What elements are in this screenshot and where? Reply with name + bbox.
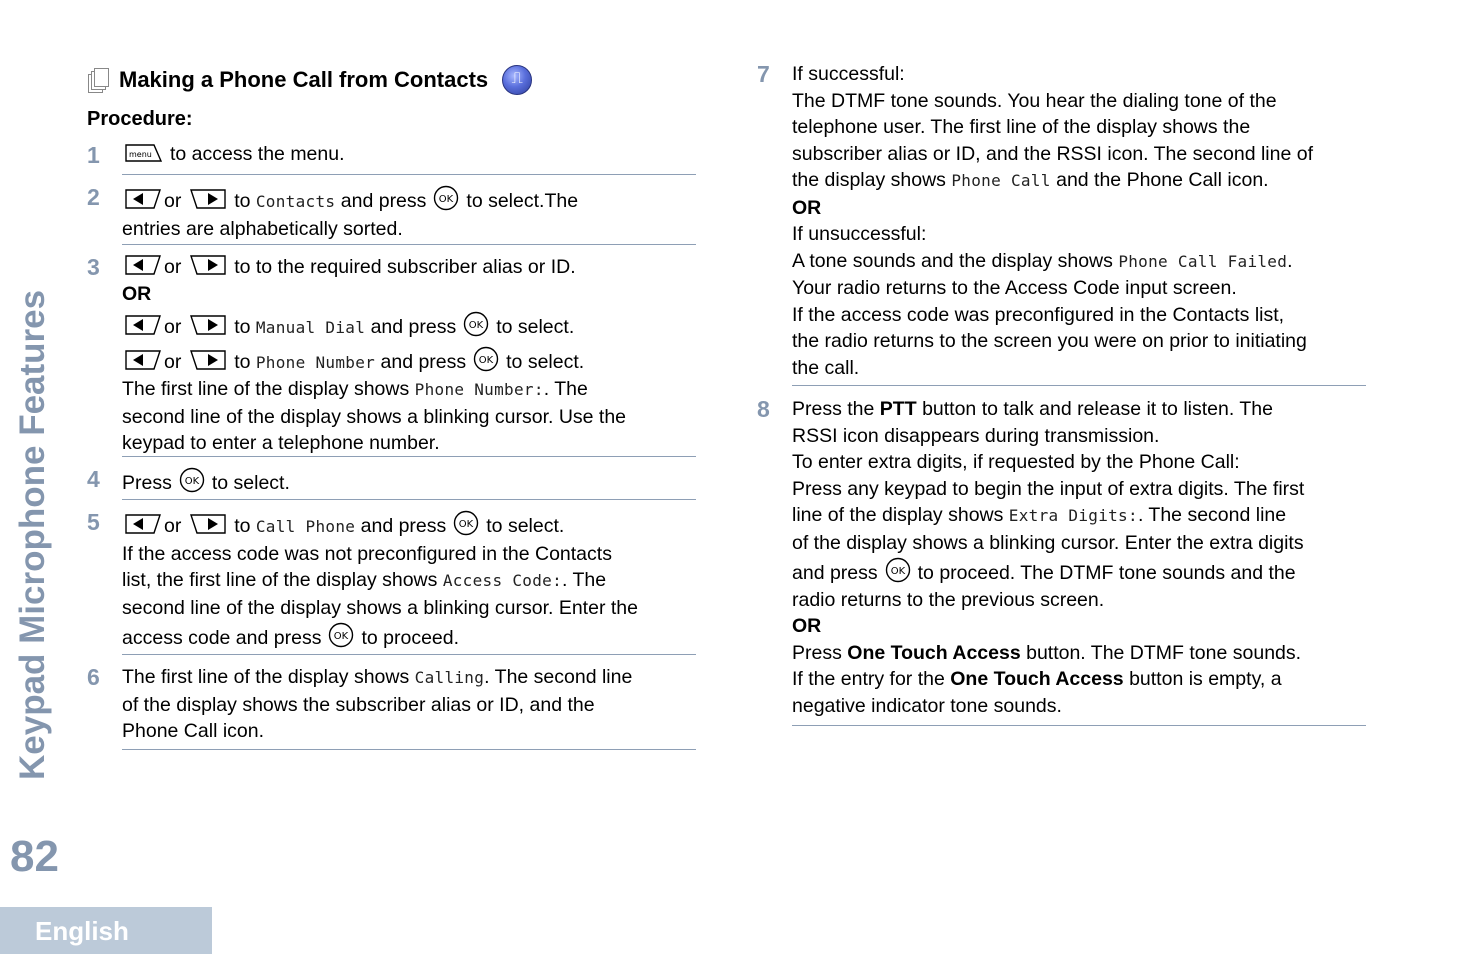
svg-text:OK: OK [184, 476, 200, 487]
to-word: to [234, 350, 251, 373]
ok-key-icon [472, 345, 500, 373]
step-text: If successful: [792, 63, 905, 85]
step-text: subscriber alias or ID, and the RSSI icon. The second line of [792, 142, 1313, 165]
step-text: button is empty, a [1129, 668, 1282, 690]
ptt-button-name: PTT [879, 398, 917, 420]
menu-item-name: Contacts [255, 192, 336, 211]
step-text: to proceed. The DTMF tone sounds and the [917, 562, 1296, 584]
or-separator: OR [792, 196, 822, 219]
step-text: negative indicator tone sounds. [792, 694, 1062, 717]
step-text: and press [792, 562, 878, 584]
step-text: To enter extra digits, if requested by the Phone Call: [792, 451, 1240, 473]
svg-text:OK: OK [334, 631, 349, 642]
svg-text:menu: menu [129, 150, 152, 159]
press-word: Press [122, 472, 172, 494]
step-text: If unsuccessful: [792, 223, 927, 245]
side-section-title: Keypad Microphone Features [13, 289, 52, 780]
step-text: the radio returns to the screen you were on prior to initiating [792, 330, 1307, 352]
and-press-word: and press [360, 515, 447, 537]
display-text: Phone Call [951, 171, 1051, 190]
and-press-word: and press [340, 190, 427, 212]
and-press-word: and press [380, 350, 467, 373]
left-arrow-key-icon [124, 254, 162, 276]
to-word: to [234, 515, 251, 537]
step-text: list, the first line of the display shows [122, 569, 438, 591]
language-label: English [35, 916, 129, 946]
step-divider [792, 725, 1366, 726]
section-heading [87, 63, 532, 97]
or-word: or [164, 515, 182, 537]
step-text: telephone user. The first line of the display shows the [792, 116, 1251, 138]
step-divider [122, 244, 696, 245]
step-text: the call. [792, 356, 860, 379]
step-text: If the access code was not preconfigured in the Contacts [122, 542, 612, 565]
left-arrow-key-icon [124, 314, 162, 336]
page-title: Making a Phone Call from Contacts [119, 66, 489, 92]
step-text: second line of the display shows a blinking cursor. Enter the [122, 596, 638, 619]
step-text: Press the [792, 398, 875, 420]
svg-text:OK: OK [439, 194, 454, 205]
step-text: line of the display shows [792, 504, 1004, 526]
step-text: of the display shows the subscriber alias or ID, and the [122, 693, 595, 716]
svg-text:OK: OK [468, 320, 484, 331]
step-text: to access the menu. [170, 143, 345, 165]
step-text: . The second line [484, 666, 633, 688]
step-3 [122, 254, 697, 457]
right-arrow-key-icon [189, 513, 227, 535]
to-word: to [234, 316, 251, 338]
step-text: to select. [506, 350, 585, 373]
display-text: Phone Number: [414, 380, 544, 399]
right-arrow-key-icon [189, 349, 227, 371]
step-number: 7 [757, 61, 770, 87]
menu-item-name: Phone Number [255, 352, 376, 372]
or-word: or [164, 190, 182, 212]
step-divider [122, 174, 696, 175]
step-divider [122, 749, 696, 750]
step-text: to the required subscriber alias or ID. [255, 256, 576, 278]
svg-text:OK: OK [890, 566, 905, 577]
step-text: Your radio returns to the Access Code input screen. [792, 277, 1237, 299]
left-arrow-key-icon [124, 513, 162, 535]
step-8 [792, 396, 1372, 719]
one-touch-access-name: One Touch Access [847, 641, 1021, 664]
or-word: or [164, 316, 182, 338]
step-number: 1 [87, 142, 100, 168]
step-text: A tone sounds and the display shows [792, 249, 1113, 272]
step-number: 2 [87, 184, 100, 210]
step-text: . The second line [1137, 504, 1287, 526]
display-text: Access Code: [442, 571, 563, 590]
or-word: or [164, 350, 182, 373]
phone-feature-icon [502, 65, 532, 95]
to-word: to [234, 190, 251, 212]
menu-item-name: Manual Dial [255, 318, 366, 337]
or-word: or [164, 256, 182, 278]
note-icon [87, 68, 109, 92]
step-divider [122, 499, 696, 500]
procedure-label: Procedure: [87, 108, 193, 130]
ok-key-icon [432, 184, 460, 212]
left-arrow-key-icon [124, 188, 162, 210]
one-touch-access-name: One Touch Access [950, 668, 1124, 690]
step-text: radio returns to the previous screen. [792, 588, 1105, 611]
step-text: the display shows [792, 169, 946, 191]
step-text: keypad to enter a telephone number. [122, 432, 440, 454]
step-number: 6 [87, 664, 100, 690]
right-arrow-key-icon [189, 188, 227, 210]
step-text: If the entry for the [792, 668, 945, 690]
step-text: to proceed. [361, 627, 460, 649]
page-number: 82 [10, 832, 59, 881]
to-word: to [234, 256, 251, 278]
display-text: Calling [414, 668, 485, 687]
step-2 [122, 184, 697, 242]
step-text: . The [543, 378, 588, 400]
step-text: entries are alphabetically sorted. [122, 217, 403, 240]
step-text: Press [792, 641, 842, 664]
step-text: to select. [486, 515, 565, 537]
step-text: . The [562, 569, 607, 591]
left-arrow-key-icon [124, 349, 162, 371]
step-text: to select. [211, 472, 290, 494]
step-6 [122, 664, 697, 745]
step-text: of the display shows a blinking cursor. Enter the extra digits [792, 531, 1304, 554]
svg-text:OK: OK [478, 354, 494, 366]
or-separator: OR [792, 615, 822, 637]
and-press-word: and press [370, 316, 457, 338]
step-text: second line of the display shows a blinking cursor. Use the [122, 405, 627, 428]
language-tab [0, 907, 212, 954]
step-text: Phone Call icon. [122, 720, 265, 742]
ok-key-icon [884, 556, 912, 584]
step-divider [122, 654, 696, 655]
menu-key-icon [124, 142, 162, 164]
step-divider [792, 385, 1366, 386]
step-text: The DTMF tone sounds. You hear the dialing tone of the [792, 89, 1277, 112]
step-text: button. The DTMF tone sounds. [1026, 641, 1302, 664]
menu-item-name: Call Phone [255, 517, 356, 536]
svg-text:OK: OK [459, 519, 474, 530]
step-text: The first line of the display shows [122, 378, 410, 400]
step-text: Press any keypad to begin the input of extra digits. The first [792, 477, 1305, 500]
right-arrow-key-icon [189, 314, 227, 336]
step-text: access code and press [122, 627, 322, 649]
ok-key-icon [178, 466, 206, 494]
display-text: Extra Digits: [1008, 506, 1138, 525]
step-4 [122, 466, 697, 497]
step-number: 8 [757, 396, 770, 422]
ok-key-icon [327, 621, 355, 649]
or-separator: OR [122, 282, 152, 305]
ok-key-icon [452, 509, 480, 537]
right-arrow-key-icon [189, 254, 227, 276]
step-number: 3 [87, 254, 100, 280]
step-text: The first line of the display shows [122, 666, 410, 688]
step-text: RSSI icon disappears during transmission. [792, 424, 1160, 447]
step-5 [122, 509, 697, 652]
step-text: and the Phone Call icon. [1056, 169, 1269, 191]
step-text: . [1287, 249, 1293, 272]
ok-key-icon [462, 310, 490, 338]
step-number: 5 [87, 509, 100, 535]
display-text: Phone Call Failed [1118, 251, 1288, 271]
step-text: to select.The [466, 190, 579, 212]
step-number: 4 [87, 466, 100, 492]
step-text: If the access code was preconfigured in the Contacts list, [792, 303, 1285, 326]
step-text: button to talk and release it to listen. The [922, 398, 1273, 420]
step-text: to select. [496, 316, 575, 338]
step-divider [122, 456, 696, 457]
step-1 [122, 141, 697, 168]
step-7 [792, 61, 1372, 381]
